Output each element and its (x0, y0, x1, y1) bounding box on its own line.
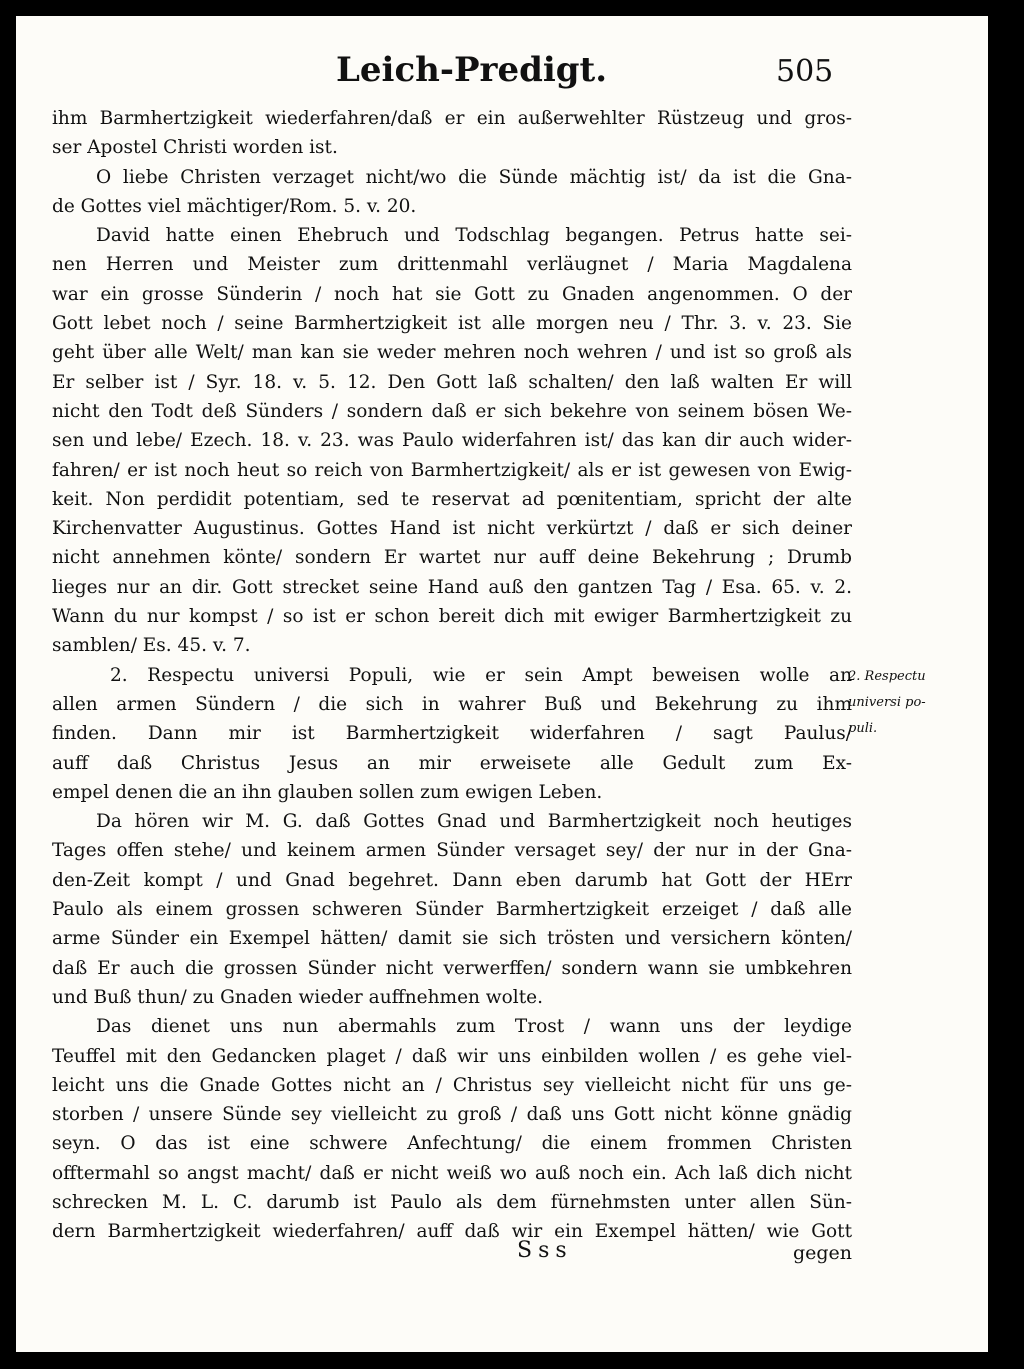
running-head: Leich-Predigt. (336, 50, 608, 90)
catchword: gegen (792, 1242, 852, 1264)
text-line: Da hören wir M. G. daß Gottes Gnad und Barmhertzigkeit noch heutiges (96, 811, 852, 833)
text-line: allen armen Sündern / die sich in wahrer Buß und Bekehrung zu ihm (52, 693, 852, 715)
text-line: auff daß Christus Jesus an mir erweisete alle Gedult zum Ex- (52, 752, 852, 774)
text-line: schrecken M. L. C. darumb ist Paulo als dem fürnehmsten unter allen Sün- (52, 1191, 852, 1213)
text-line: Wann du nur kompst / so ist er schon bereit dich mit ewiger Barmhertzigkeit zu (52, 606, 852, 628)
text-line: finden. Dann mir ist Barmhertzigkeit widerfahren / sagt Paulus/ (52, 723, 852, 745)
text-line: arme Sünder ein Exempel hätten/ damit sie sich trösten und versichern könten/ (52, 928, 852, 950)
text-line: storben / unsere Sünde sey vielleicht zu groß / daß uns Gott nicht könne gnädig (52, 1104, 852, 1126)
text-line: dern Barmhertzigkeit wiederfahren/ auff daß wir ein Exempel hätten/ wie Gott (52, 1221, 852, 1243)
text-line: geht über alle Welt/ man kan sie weder mehren noch wehren / und ist so groß als (52, 342, 852, 364)
text-line: Kirchenvatter Augustinus. Gottes Hand ist nicht verkürtzt / daß er sich deiner (52, 518, 852, 540)
text-line: de Gottes viel mächtiger/Rom. 5. v. 20. (52, 195, 417, 217)
margin-note (848, 664, 988, 742)
text-line: fahren/ er ist noch heut so reich von Barmhertzigkeit/ als er ist gewesen von Ewig- (52, 459, 852, 481)
text-line: nen Herren und Meister zum drittenmahl verläugnet / Maria Magdalena (52, 254, 852, 276)
text-line: daß Er auch die grossen Sünder nicht verwerffen/ sondern wann sie umbkehren (52, 957, 852, 979)
text-line: empel denen die an ihn glauben sollen zum ewigen Leben. (52, 781, 603, 803)
text-line: den-Zeit kompt / und Gnad begehret. Dann eben darumb hat Gott der HErr (52, 869, 852, 891)
text-line: ihm Barmhertzigkeit wiederfahren/daß er ein außerwehlter Rüstzeug und gros- (52, 108, 852, 129)
text-line: samblen/ Es. 45. v. 7. (52, 635, 251, 657)
text-line: 2. Respectu universi Populi, wie er sein Ampt beweisen wolle an (110, 664, 852, 686)
text-line: Er selber ist / Syr. 18. v. 5. 12. Den Gott laß schalten/ den laß walten Er will (52, 371, 852, 393)
text-line: und Buß thun/ zu Gnaden wieder auffnehmen wolte. (52, 986, 543, 1008)
body-text (52, 104, 852, 1247)
page-footer (52, 1238, 852, 1274)
text-line: nicht den Todt deß Sünders / sondern daß er sich bekehre von seinem bösen We- (52, 400, 852, 422)
book-page (16, 16, 988, 1352)
margin-note-line: universi po- (848, 695, 926, 710)
text-line: war ein grosse Sünderin / noch hat sie Gott zu Gnaden angenommen. O der (52, 283, 852, 305)
text-line: ser Apostel Christi worden ist. (52, 137, 338, 159)
text-line: sen und lebe/ Ezech. 18. v. 23. was Paulo widerfahren ist/ das kan dir auch wider- (52, 430, 852, 452)
text-line: seyn. O das ist eine schwere Anfechtung/ die einem frommen Christen (52, 1133, 852, 1155)
page-header (16, 50, 988, 98)
text-line: lieges nur an dir. Gott strecket seine Hand auß den gantzen Tag / Esa. 65. v. 2. (52, 576, 852, 598)
text-line: Teuffel mit den Gedancken plaget / daß wir uns einbilden wollen / es gehe viel- (52, 1045, 852, 1067)
margin-note-line: 2. Respectu (848, 669, 926, 684)
text-line: David hatte einen Ehebruch und Todschlag begangen. Petrus hatte sei- (96, 225, 852, 247)
signature-mark: Sss (517, 1238, 573, 1263)
text-line: keit. Non perdidit potentiam, sed te reservat ad pœnitentiam, spricht der alte (52, 488, 852, 510)
text-line: Tages offen stehe/ und keinem armen Sünder versaget sey/ der nur in der Gna- (52, 840, 852, 862)
text-line: Paulo als einem grossen schweren Sünder Barmhertzigkeit erzeiget / daß alle (52, 899, 852, 921)
text-line: Gott lebet noch / seine Barmhertzigkeit ist alle morgen neu / Thr. 3. v. 23. Sie (52, 313, 852, 335)
text-line: nicht annehmen könte/ sondern Er wartet nur auff deine Bekehrung ; Drumb (52, 547, 852, 569)
text-line: Das dienet uns nun abermahls zum Trost / wann uns der leydige (96, 1016, 852, 1038)
margin-note-line: puli. (848, 721, 878, 736)
text-line: O liebe Christen verzaget nicht/wo die Sünde mächtig ist/ da ist die Gna- (96, 166, 852, 188)
page-number: 505 (776, 54, 834, 89)
text-line: offtermahl so angst macht/ daß er nicht weiß wo auß noch ein. Ach laß dich nicht (52, 1162, 852, 1184)
text-line: leicht uns die Gnade Gottes nicht an / Christus sey vielleicht nicht für uns ge- (52, 1074, 852, 1096)
